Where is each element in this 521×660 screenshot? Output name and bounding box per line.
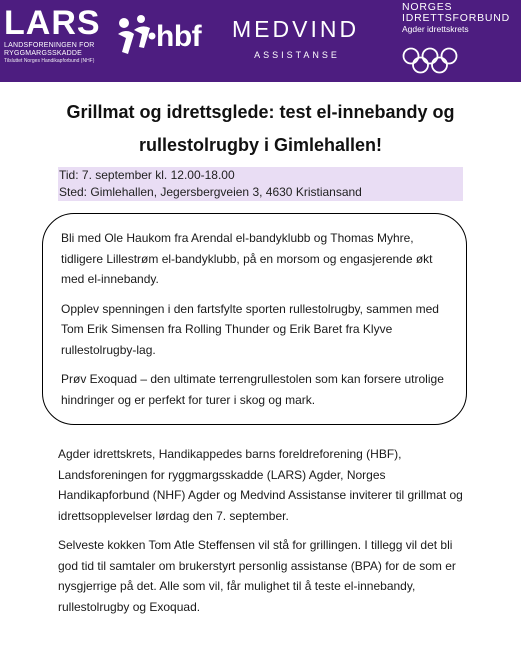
- header-banner: [0, 0, 521, 82]
- event-place: Sted: Gimlehallen, Jegersbergveien 3, 4630 Kristiansand: [59, 185, 362, 199]
- body-text: [58, 444, 468, 626]
- activity-paragraph-el-innebandy: Bli med Ole Haukom fra Arendal el-bandyklubb og Thomas Myhre, tidligere Lillestrøm el-bandyklubb, på en morsom og engasjerende økt med el-innebandy.: [61, 231, 433, 286]
- nif-logo: [402, 2, 518, 35]
- event-time: Tid: 7. september kl. 12.00-18.00: [59, 168, 235, 182]
- nif-logo-line3: Agder idrettskrets: [402, 24, 469, 34]
- event-info-highlight: [58, 167, 463, 201]
- body-paragraph-invitation: Agder idrettskrets, Handikappedes barns foreldreforening (HBF), Landsforeningen for ryggmargsskadde (LARS) Agder, Norges Handikapforbund (NHF) Agder og Medvind Assistanse inviterer til grillmat og idrettsopplevelser lørdag den 7. september.: [58, 447, 463, 523]
- activity-paragraph-rullestolrugby: Opplev spenningen i den fartsfylte sporten rullestolrugby, sammen med Tom Erik Simensen fra Rolling Thunder og Erik Baret fra Klyve rullestolrugby-lag.: [61, 301, 439, 357]
- body-paragraph-details: Selveste kokken Tom Atle Steffensen vil stå for grillingen. I tillegg vil det bli god tid til samtaler om brukerstyrt personlig assistanse (BPA) for de som er nysgjerrige på det. Alle som vil, får mulighet til å teste el-innebandy, rullestolrugby og Exoquad.: [58, 538, 456, 614]
- lars-logo-word: LARS: [4, 4, 101, 42]
- medvind-logo: [232, 16, 362, 60]
- olympic-rings-icon: [402, 46, 458, 76]
- nif-logo-line1: NORGES: [402, 1, 453, 13]
- hbf-logo-word: hbf: [156, 20, 202, 53]
- activity-paragraph-exoquad: Prøv Exoquad – den ultimate terrengrullestolen som kan forsere utrolige hindringer og er perfekt for turer i skog og mark.: [61, 372, 444, 407]
- activities-box: [42, 213, 467, 425]
- lars-logo: [4, 4, 102, 65]
- lars-logo-subtitle-2: RYGGMARGSSKADDE: [4, 50, 82, 57]
- people-figures-icon: [114, 14, 158, 58]
- lars-logo-subtitle: LANDSFORENINGEN FOR: [4, 42, 95, 49]
- medvind-logo-subtitle: ASSISTANSE: [254, 50, 340, 60]
- hbf-logo: [114, 14, 214, 58]
- page-title: Grillmat og idrettsglede: test el-innebandy og rullestolrugby i Gimlehallen!: [66, 102, 455, 155]
- medvind-logo-word: MEDVIND: [232, 16, 360, 42]
- nif-logo-line2: IDRETTSFORBUND: [402, 12, 511, 24]
- lars-logo-tagline: Tilsluttet Norges Handikapforbund (NHF): [4, 58, 95, 64]
